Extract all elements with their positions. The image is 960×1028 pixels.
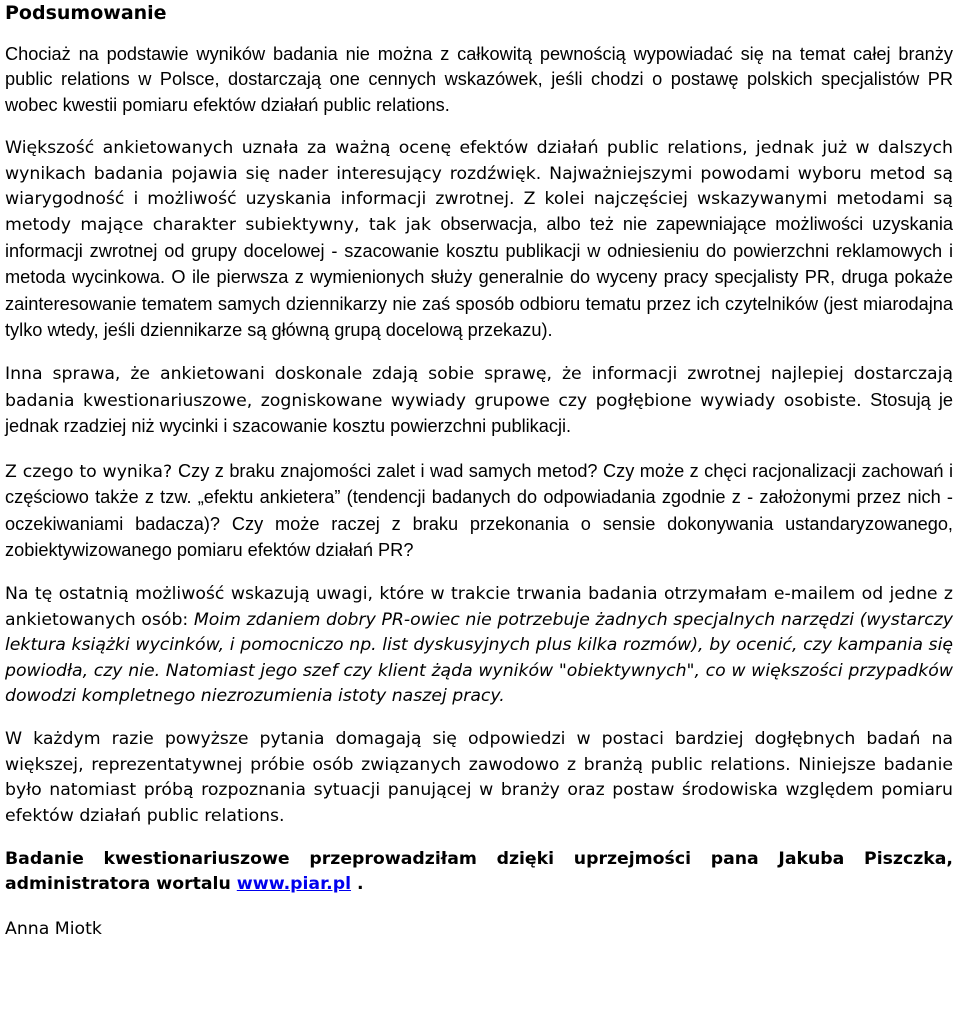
paragraph-findings <box>5 136 953 344</box>
document-page <box>5 0 953 942</box>
acknowledgement-text: Badanie kwestionariuszowe przeprowadziłam dzięki uprzejmości pana Jakuba Piszczka, administratora wortalu <box>5 848 953 895</box>
paragraph-questions <box>5 459 953 565</box>
acknowledgement-end: . <box>351 874 364 895</box>
paragraph-quote <box>5 582 953 709</box>
paragraph-conclusion: W każdym razie powyższe pytania domagają się odpowiedzi w postaci bardziej dogłębnych badań na większej, reprezentatywnej próbie osób związanych zawodowo z branżą public relations. Niniejsze badanie było natomiast próbą rozpoznania sytuacji panującej w branży oraz postaw środowiska względem pomiaru efektów działań public relations. <box>5 729 953 826</box>
paragraph-quote-intro: Na tę ostatnią możliwość wskazują uwagi, które w trakcie trwania badania otrzymałam e-mailem od jedne z ankietowanych osób: <box>5 584 953 630</box>
piar-link[interactable]: www.piar.pl <box>236 874 352 895</box>
paragraph-questions-part2: Czy z braku znajomości zalet i wad samych metod? Czy może z chęci racjonalizacji zachowań i częściowo także z tzw. „efektu ankietera” (tendencji badanych do odpowiadania zgodnie z - założonymi przez nich - oczekiwaniami badacza)? Czy może raczej z braku przekonania o sensie dokonywania ustandaryzowanego, zobiektywizowanego pomiaru efektów działań PR? <box>5 460 953 560</box>
paragraph-feedback-part2: Stosują je jednak rzadziej niż wycinki i szacowanie kosztu powierzchni publikacji. <box>5 389 954 437</box>
paragraph-acknowledgement <box>5 847 953 898</box>
paragraph-feedback-part1: Inna sprawa, że ankietowani doskonale zdają sobie sprawę, że informacji zwrotnej najlepiej dostarczają badania kwestionariuszowe, zogniskowane wywiady grupowe czy pogłębione wywiady osobiste. <box>5 364 953 411</box>
paragraph-intro: Chociaż na podstawie wyników badania nie można z całkowitą pewnością wypowiadać się na temat całej branży public relations w Polsce, dostarczają one cennych wskazówek, jeśli chodzi o postawę polskich specjalistów PR wobec kwestii pomiaru efektów działań public relations. <box>5 44 953 115</box>
quote-text: Moim zdaniem dobry PR-owiec nie potrzebuje żadnych specjalnych narzędzi (wystarczy lektura książki wycinków, i pomocniczo np. list dyskusyjnych plus kilka rozmów), by ocenić, czy kampania się powiodła, czy nie. Natomiast jego szef czy klient żąda wyników "obiektywnych", co w większości przypadków dowodzi kompletnego niezrozumienia istoty naszej pracy. <box>5 609 953 706</box>
section-heading: Podsumowanie <box>5 2 167 24</box>
author-signature: Anna Miotk <box>5 918 102 939</box>
paragraph-questions-part1: Z czego to wynika? <box>5 461 179 482</box>
paragraph-findings-part1: Większość ankietowanych uznała za ważną ocenę efektów działań public relations, jednak już w dalszych wynikach badania pojawia się nader interesujący rozdźwięk. Najważniejszymi powodami wyboru metod są wiarygodność i możliwość uzyskania informacji zwrotnej. Z kolei najczęściej wskazywanymi metodami są metody mające charakter subiektywny, tak jak <box>5 138 953 236</box>
paragraph-findings-part2: obserwacja, albo też nie zapewniające możliwości uzyskania informacji zwrotnej od grupy docelowej - szacowanie kosztu publikacji w odniesieniu do powierzchni reklamowych i metoda wycinkowa. O ile pierwsza z wymienionych służy generalnie do wyceny pracy specjalisty PR, druga pokaże zainteresowanie tematem samych dziennikarzy nie zaś sposób odbioru tematu przez ich czytelników (jest miarodajna tylko wtedy, jeśli dziennikarze są główną grupą docelową przekazu). <box>5 214 953 341</box>
paragraph-feedback-methods <box>5 362 953 440</box>
